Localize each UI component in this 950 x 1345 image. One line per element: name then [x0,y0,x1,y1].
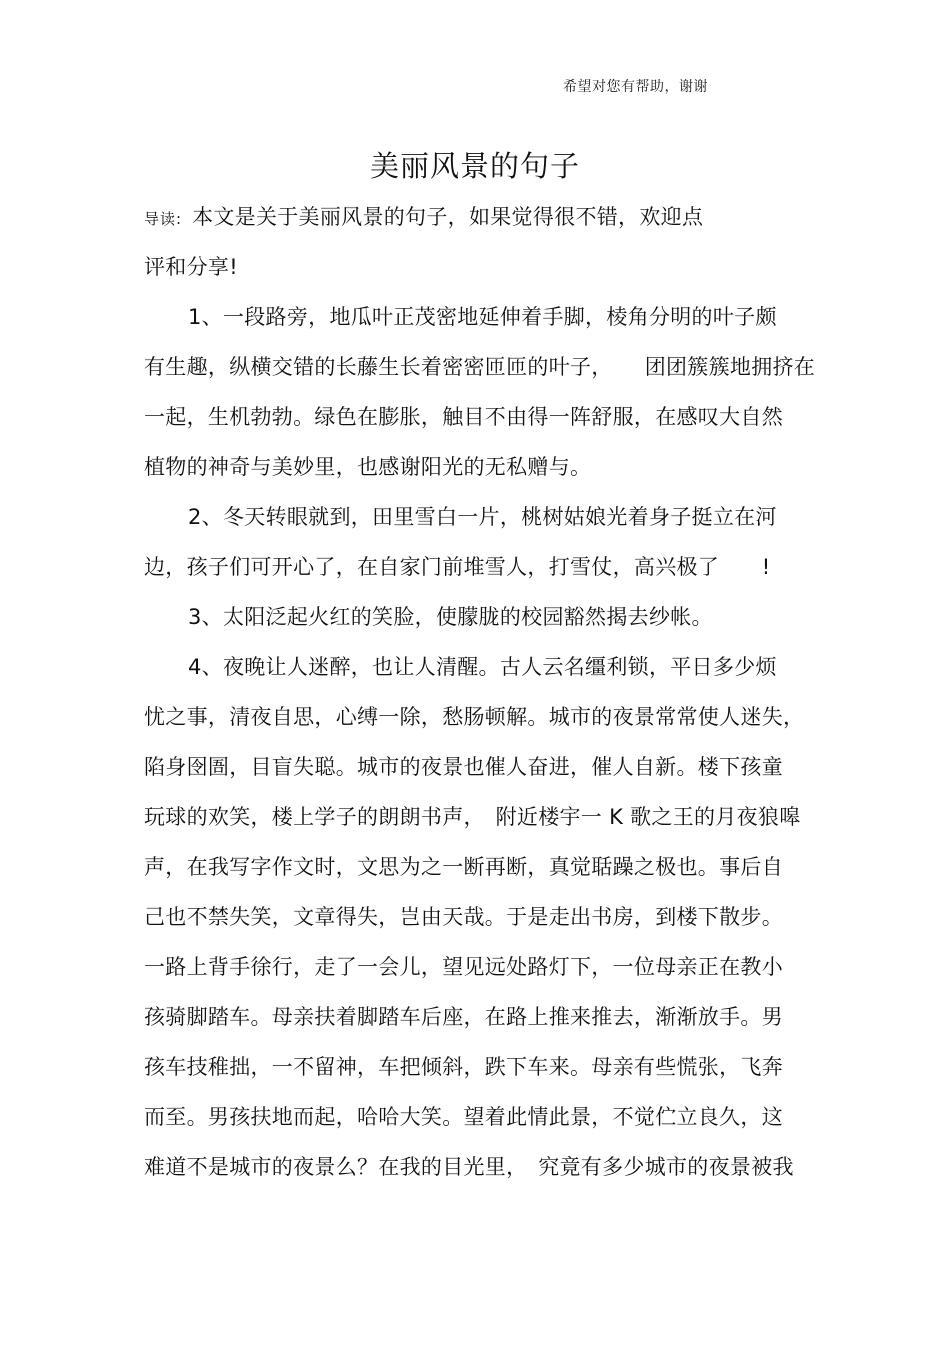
lead-text: 本文是关于美丽风景的句子，如果觉得很不错，欢迎点 [192,205,704,229]
lead-line-1 [144,200,800,250]
paragraph-2-line-2: 边，孩子们可开心了，在自家门前堆雪人，打雪仗，高兴极了 ! [144,555,771,579]
paragraph-4-line-5: 声，在我写字作文时，文思为之一断再断，真觉聒躁之极也。事后自 [144,855,783,879]
document-title: 美丽风景的句子 [369,149,580,183]
paragraph-4-line-10: 而至。男孩扶地而起，哈哈大笑。望着此情此景，不觉伫立良久，这 [144,1105,783,1129]
header-note: 希望对您有帮助，谢谢 [563,79,708,95]
paragraph-3-line-1: 3、太阳泛起火红的笑脸，使朦胧的校园豁然揭去纱帐。 [188,605,713,629]
paragraph-4-line-7: 一路上背手徐行，走了一会儿，望见远处路灯下，一位母亲正在教小 [144,955,783,979]
paragraph-4-line-1: 4、夜晚让人迷醉，也让人清醒。古人云名缰利锁，平日多少烦 [188,655,777,679]
paragraph-4-line-8: 孩骑脚踏车。母亲扶着脚踏车后座，在路上推来推去，渐渐放手。男 [144,1005,783,1029]
paragraph-4-line-3: 陷身囹圄，目盲失聪。城市的夜景也催人奋进，催人自新。楼下孩童 [144,755,783,779]
paragraph-1-line-3: 一起，生机勃勃。绿色在膨胀，触目不由得一阵舒服，在感叹大自然 [144,405,783,429]
paragraph-4-line-9: 孩车技稚拙，一不留神，车把倾斜，跌下车来。母亲有些慌张，飞奔 [144,1055,783,1079]
paragraph-4-line-11: 难道不是城市的夜景么？在我的目光里， 究竟有多少城市的夜景被我 [144,1155,794,1179]
lead-line-2: 评和分享! [144,255,238,279]
paragraph-1-line-4: 植物的神奇与美妙里，也感谢阳光的无私赠与。 [144,455,592,479]
paragraph-2-line-1: 2、冬天转眼就到，田里雪白一片，桃树姑娘光着身子挺立在河 [188,505,777,529]
document-body [144,200,816,1200]
paragraph-1-line-2: 有生趣，纵横交错的长藤生长着密密匝匝的叶子， 团团簇簇地拥挤在 [144,355,816,379]
lead-label: 导读: [144,210,183,228]
paragraph-4-line-2: 忧之事，清夜自思，心缚一除，愁肠顿解。城市的夜景常常使人迷失， [144,705,805,729]
paragraph-4-line-6: 己也不禁失笑，文章得失，岂由天哉。于是走出书房，到楼下散步。 [144,905,783,929]
paragraph-1-line-1: 1、一段路旁，地瓜叶正茂密地延伸着手脚，棱角分明的叶子颇 [188,305,777,329]
paragraph-4-line-4: 玩球的欢笑，楼上学子的朗朗书声， 附近楼宇一 K 歌之王的月夜狼嗥 [144,805,801,829]
